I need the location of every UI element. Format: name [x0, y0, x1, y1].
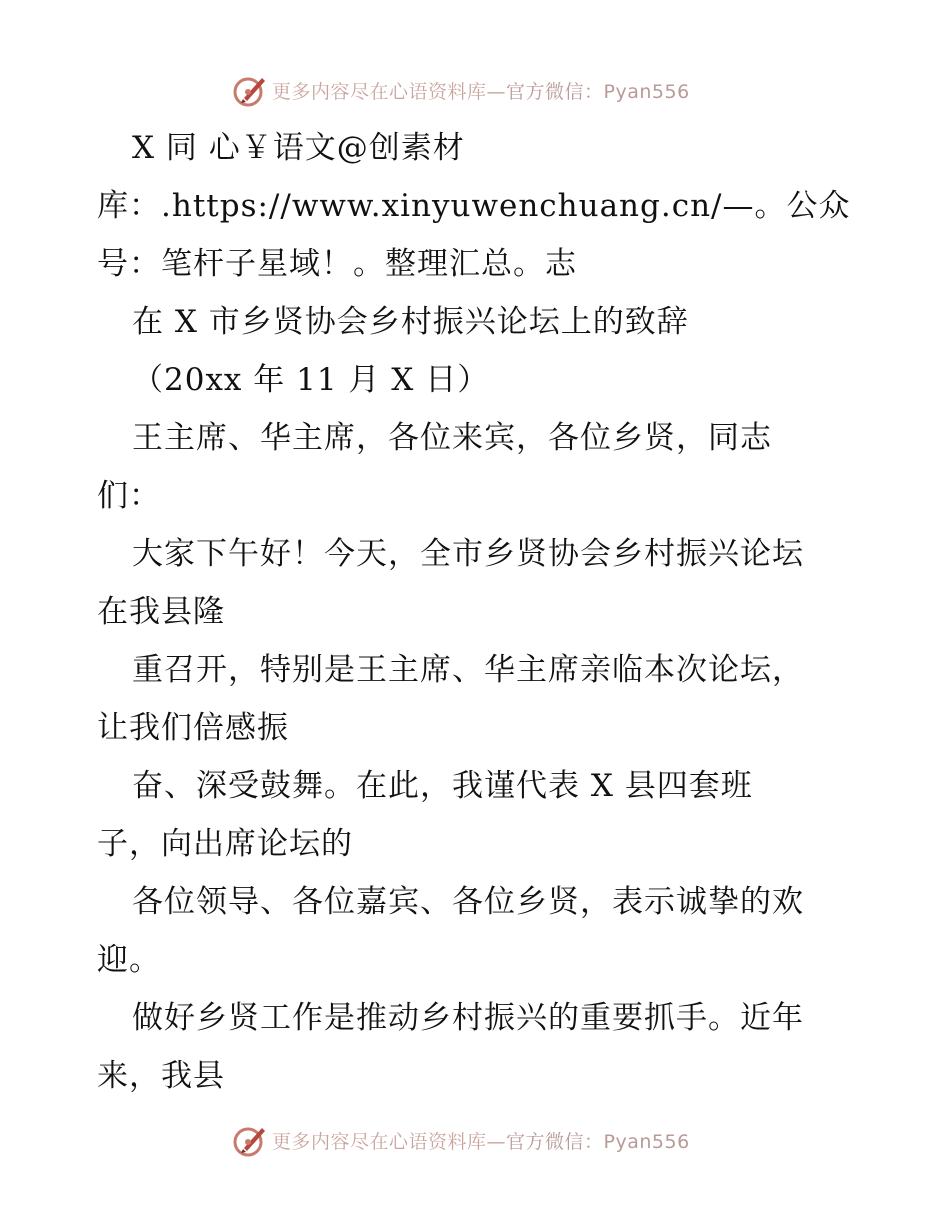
text-line-1: X 同 心￥语文@创素材 — [132, 130, 465, 166]
quill-pen-seal-icon — [232, 1122, 268, 1158]
text-line-17: 来，我县 — [97, 1058, 225, 1094]
text-line-16: 做好乡贤工作是推动乡村振兴的重要抓手。近年 — [132, 1000, 804, 1036]
speech-title: 在 X 市乡贤协会乡村振兴论坛上的致辞 — [132, 304, 689, 340]
footer-banner-text: 更多内容尽在心语资料库—官方微信：Pyan556 — [272, 1130, 690, 1153]
quill-pen-seal-icon — [232, 72, 268, 108]
text-line-8: 大家下午好！今天，全市乡贤协会乡村振兴论坛 — [132, 536, 804, 572]
text-line-3: 号：笔杆子星域！。整理汇总。志 — [97, 246, 577, 282]
speech-date: （20xx 年 11 月 X 日） — [132, 362, 490, 398]
text-line-2: 库：.https://www.xinyuwenchuang.cn/—。公众 — [97, 188, 851, 224]
text-line-7: 们： — [97, 478, 161, 514]
text-line-11: 让我们倍感振 — [97, 710, 289, 746]
text-line-12: 奋、深受鼓舞。在此，我谨代表 X 县四套班 — [132, 768, 753, 804]
text-line-6: 王主席、华主席，各位来宾，各位乡贤，同志 — [132, 420, 772, 456]
footer-banner — [232, 1120, 752, 1160]
text-line-14: 各位领导、各位嘉宾、各位乡贤，表示诚挚的欢 — [132, 884, 804, 920]
text-line-13: 子，向出席论坛的 — [97, 826, 353, 862]
text-line-9: 在我县隆 — [97, 594, 225, 630]
header-banner — [232, 70, 752, 110]
text-line-15: 迎。 — [97, 942, 161, 978]
header-banner-text: 更多内容尽在心语资料库—官方微信：Pyan556 — [272, 80, 690, 103]
text-line-10: 重召开，特别是王主席、华主席亲临本次论坛， — [132, 652, 804, 688]
